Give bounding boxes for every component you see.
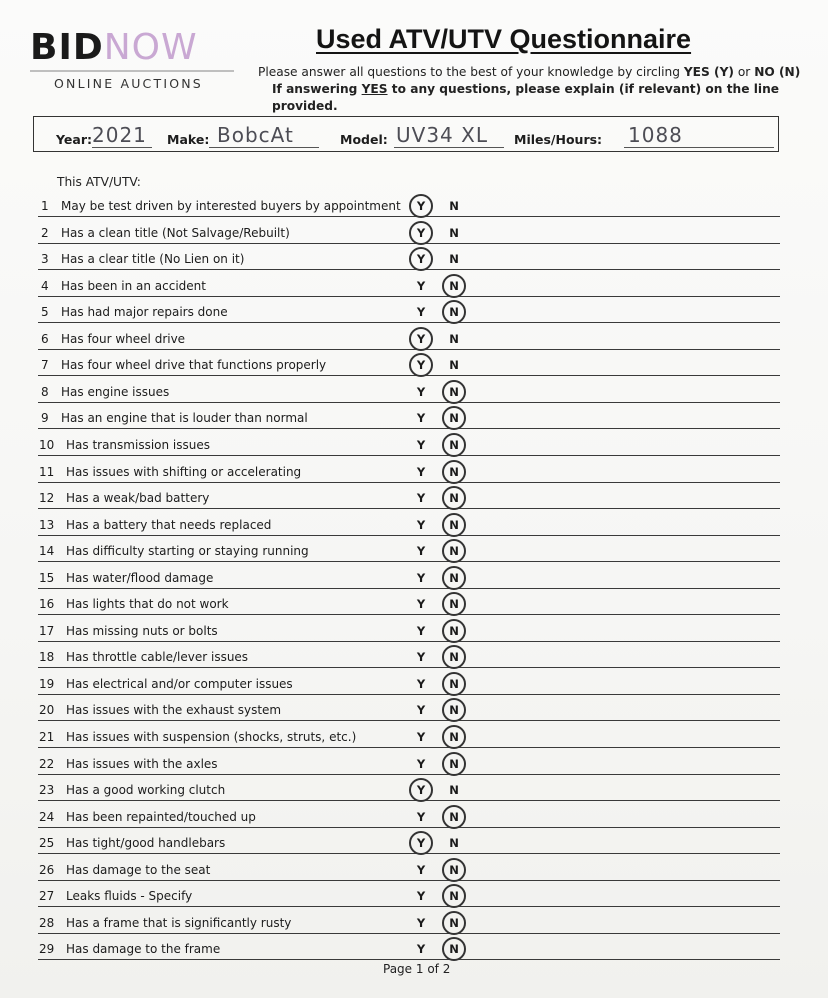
question-number: 13: [39, 517, 55, 532]
question-row: [38, 774, 780, 801]
answer-yes-option[interactable]: Y: [416, 650, 426, 665]
instr1-no: NO (N): [754, 65, 801, 79]
answer-no-option[interactable]: N: [447, 916, 461, 930]
question-text: Leaks fluids - Specify: [66, 889, 193, 904]
question-text: Has been repainted/touched up: [66, 809, 256, 824]
question-row: [38, 588, 780, 615]
question-number: 1: [41, 199, 49, 213]
answer-yes-option[interactable]: Y: [416, 464, 426, 479]
question-text: Has issues with suspension (shocks, struts, etc.): [66, 730, 357, 744]
answer-circle-mark: [409, 327, 433, 351]
question-number: 14: [39, 544, 55, 559]
instr2-text: If answering: [272, 82, 362, 96]
question-number: 28: [39, 915, 55, 930]
question-row: [38, 668, 780, 695]
answer-yes-option[interactable]: Y: [416, 862, 426, 877]
answer-yes-option[interactable]: Y: [416, 730, 426, 744]
question-number: 12: [39, 491, 55, 506]
question-number: 3: [41, 252, 49, 267]
question-text: Has missing nuts or bolts: [66, 623, 218, 638]
question-number: 26: [39, 862, 55, 877]
question-text: Has four wheel drive: [61, 331, 186, 346]
answer-circle-mark: [442, 433, 466, 457]
question-text: Has water/flood damage: [66, 570, 214, 585]
answer-yes-option[interactable]: Y: [416, 756, 426, 771]
question-row: [38, 323, 780, 350]
make-label: Make:: [167, 132, 210, 147]
question-number: 18: [39, 650, 55, 665]
question-row: [38, 376, 780, 403]
question-number: 21: [39, 730, 55, 744]
question-text: Has a clean title (Not Salvage/Rebuilt): [61, 225, 290, 240]
answer-circle-mark: [442, 725, 466, 749]
answer-no-option[interactable]: N: [449, 836, 459, 851]
question-row: [38, 641, 780, 668]
question-text: Has tight/good handlebars: [66, 836, 226, 851]
question-text: Has four wheel drive that functions properly: [61, 358, 327, 373]
question-row: [38, 190, 780, 217]
answer-circle-mark: [409, 247, 433, 271]
answer-yes-option[interactable]: Y: [414, 252, 428, 266]
answer-yes-option[interactable]: Y: [416, 623, 426, 638]
question-number: 5: [41, 305, 49, 320]
question-row: [38, 694, 780, 721]
year-value[interactable]: 2021: [92, 123, 147, 147]
answer-no-option[interactable]: N: [447, 518, 461, 532]
answer-yes-option[interactable]: Y: [416, 676, 426, 691]
answer-no-option[interactable]: N: [447, 411, 461, 425]
question-number: 11: [39, 464, 55, 479]
question-number: 24: [39, 809, 55, 824]
question-row: [38, 748, 780, 775]
answer-circle-mark: [442, 645, 466, 669]
page-title: Used ATV/UTV Questionnaire: [316, 24, 692, 54]
answer-yes-option[interactable]: Y: [416, 597, 426, 612]
answer-yes-option[interactable]: Y: [416, 915, 426, 930]
question-text: Has damage to the seat: [66, 862, 211, 877]
logo-subtitle: ONLINE AUCTIONS: [30, 70, 234, 91]
answer-yes-option[interactable]: Y: [416, 942, 426, 957]
answer-no-option[interactable]: N: [449, 252, 459, 267]
question-text: May be test driven by interested buyers by appointment: [61, 199, 401, 213]
answer-yes-option[interactable]: Y: [416, 411, 426, 426]
answer-no-option[interactable]: N: [447, 730, 461, 744]
question-number: 29: [39, 942, 55, 957]
answer-yes-option[interactable]: Y: [416, 544, 426, 559]
question-row: [38, 482, 780, 509]
miles-underline: [624, 147, 774, 148]
answer-yes-option[interactable]: Y: [416, 570, 426, 585]
answer-circle-mark: [442, 300, 466, 324]
answer-circle-mark: [442, 937, 466, 961]
question-row: [38, 907, 780, 934]
question-number: 23: [39, 783, 55, 798]
question-number: 8: [41, 384, 49, 399]
question-number: 22: [39, 756, 55, 771]
answer-yes-option[interactable]: Y: [416, 437, 426, 452]
question-text: Has an engine that is louder than normal: [61, 411, 308, 426]
answer-circle-mark: [409, 221, 433, 245]
question-number: 16: [39, 597, 55, 612]
answer-yes-option[interactable]: Y: [416, 491, 426, 506]
answer-no-option[interactable]: N: [447, 757, 461, 771]
question-row: [38, 296, 780, 323]
question-text: Has a battery that needs replaced: [66, 517, 272, 532]
vehicle-info-box: [33, 116, 779, 152]
answer-yes-option[interactable]: Y: [414, 358, 428, 372]
answer-circle-mark: [442, 619, 466, 643]
answer-no-option[interactable]: N: [447, 863, 461, 877]
question-row: [38, 933, 780, 960]
answer-no-option[interactable]: N: [449, 358, 459, 373]
answer-circle-mark: [409, 778, 433, 802]
question-number: 19: [39, 676, 55, 691]
question-row: [38, 721, 780, 748]
question-text: Has issues with shifting or accelerating: [66, 464, 302, 479]
answer-circle-mark: [442, 884, 466, 908]
question-text: Has been in an accident: [61, 278, 206, 293]
answer-yes-option[interactable]: Y: [416, 305, 426, 320]
answer-no-option[interactable]: N: [447, 279, 461, 293]
answer-yes-option[interactable]: Y: [416, 809, 426, 824]
year-label: Year:: [56, 132, 92, 147]
question-text: Has damage to the frame: [66, 942, 221, 957]
model-label: Model:: [340, 132, 388, 147]
answer-yes-option[interactable]: Y: [414, 199, 428, 213]
answer-no-option[interactable]: N: [447, 810, 461, 824]
logo-now: NOW: [103, 27, 198, 68]
instr2-rest: to any questions, please explain (if relevant) on the line provided.: [272, 82, 780, 113]
instruction-line-2: [258, 81, 828, 115]
question-row: [38, 402, 780, 429]
answer-circle-mark: [442, 406, 466, 430]
question-text: Has a good working clutch: [66, 783, 226, 798]
question-row: [38, 456, 780, 483]
year-underline: [92, 147, 152, 148]
question-row: [38, 880, 780, 907]
answer-yes-option[interactable]: Y: [414, 332, 428, 346]
answer-circle-mark: [442, 592, 466, 616]
instr1-text: Please answer all questions to the best of your knowledge by circling: [258, 65, 684, 79]
bidnow-logo: [30, 28, 234, 91]
answer-circle-mark: [442, 698, 466, 722]
answer-circle-mark: [409, 353, 433, 377]
answer-no-option[interactable]: N: [449, 199, 459, 213]
answer-circle-mark: [442, 911, 466, 935]
answer-no-option[interactable]: N: [447, 650, 461, 664]
question-number: 6: [41, 331, 49, 346]
answer-yes-option[interactable]: Y: [414, 836, 428, 850]
answer-circle-mark: [442, 805, 466, 829]
question-number: 25: [39, 836, 55, 851]
answer-no-option[interactable]: N: [447, 571, 461, 585]
answer-no-option[interactable]: N: [447, 624, 461, 638]
answer-circle-mark: [442, 539, 466, 563]
model-underline: [394, 147, 504, 148]
question-row: [38, 854, 780, 881]
answer-circle-mark: [442, 752, 466, 776]
question-row: [38, 801, 780, 828]
question-text: Has a clear title (No Lien on it): [61, 252, 245, 267]
answer-circle-mark: [442, 486, 466, 510]
instr2-yes: YES: [361, 82, 388, 96]
miles-value[interactable]: 1088: [628, 123, 683, 147]
answer-circle-mark: [442, 460, 466, 484]
page-number: Page 1 of 2: [383, 962, 451, 976]
answer-no-option[interactable]: N: [449, 225, 459, 240]
make-underline: [209, 147, 319, 148]
section-label: This ATV/UTV:: [57, 175, 141, 189]
model-value[interactable]: UV34 XL: [396, 123, 488, 147]
question-number: 9: [41, 411, 49, 426]
answer-no-option[interactable]: N: [447, 677, 461, 691]
answer-circle-mark: [442, 380, 466, 404]
question-text: Has engine issues: [61, 384, 170, 399]
answer-yes-option[interactable]: Y: [416, 703, 426, 718]
answer-yes-option[interactable]: Y: [414, 783, 428, 797]
answer-no-option[interactable]: N: [447, 438, 461, 452]
answer-circle-mark: [442, 858, 466, 882]
question-number: 2: [41, 225, 49, 240]
question-number: 17: [39, 623, 55, 638]
question-number: 15: [39, 570, 55, 585]
answer-yes-option[interactable]: Y: [416, 278, 426, 293]
question-row: [38, 429, 780, 456]
answer-circle-mark: [442, 274, 466, 298]
question-number: 4: [41, 278, 49, 293]
question-text: Has electrical and/or computer issues: [66, 676, 293, 691]
answer-circle-mark: [442, 513, 466, 537]
answer-yes-option[interactable]: Y: [416, 384, 426, 399]
miles-label: Miles/Hours:: [514, 132, 603, 147]
question-row: [38, 615, 780, 642]
answer-no-option[interactable]: N: [447, 385, 461, 399]
question-number: 20: [39, 703, 55, 718]
logo-bid: BID: [30, 27, 104, 68]
question-row: [38, 509, 780, 536]
answer-no-option[interactable]: N: [447, 942, 461, 956]
answer-no-option[interactable]: N: [447, 544, 461, 558]
instr1-yes: YES (Y): [683, 65, 734, 79]
answer-no-option[interactable]: N: [449, 331, 459, 346]
answer-yes-option[interactable]: Y: [414, 226, 428, 240]
instruction-line-1: [258, 64, 828, 81]
question-text: Has transmission issues: [66, 437, 210, 452]
question-row: [38, 270, 780, 297]
make-value[interactable]: BobcAt: [217, 123, 294, 147]
answer-no-option[interactable]: N: [447, 305, 461, 319]
question-row: [38, 243, 780, 270]
question-text: Has difficulty starting or staying running: [66, 544, 309, 559]
question-row: [38, 535, 780, 562]
question-text: Has lights that do not work: [66, 597, 229, 612]
answer-circle-mark: [409, 831, 433, 855]
question-text: Has throttle cable/lever issues: [66, 650, 249, 665]
instr1-or: or: [733, 65, 755, 79]
question-text: Has a weak/bad battery: [66, 491, 210, 506]
instructions: [258, 64, 828, 115]
answer-no-option[interactable]: N: [447, 597, 461, 611]
question-number: 7: [41, 358, 49, 373]
answer-no-option[interactable]: N: [447, 889, 461, 903]
answer-yes-option[interactable]: Y: [416, 517, 426, 532]
question-row: [38, 562, 780, 589]
question-row: [38, 217, 780, 244]
answer-circle-mark: [409, 194, 433, 218]
question-text: Has issues with the exhaust system: [66, 703, 282, 718]
question-text: Has issues with the axles: [66, 756, 218, 771]
answer-no-option[interactable]: N: [447, 465, 461, 479]
answer-yes-option[interactable]: Y: [416, 889, 426, 904]
question-text: Has a frame that is significantly rusty: [66, 915, 292, 930]
answer-no-option[interactable]: N: [447, 491, 461, 505]
answer-no-option[interactable]: N: [447, 703, 461, 717]
question-number: 10: [39, 437, 55, 452]
question-row: [38, 349, 780, 376]
answer-no-option[interactable]: N: [449, 783, 459, 798]
answer-circle-mark: [442, 672, 466, 696]
logo-wordmark: [30, 28, 234, 68]
answer-circle-mark: [442, 566, 466, 590]
question-text: Has had major repairs done: [61, 305, 228, 320]
question-number: 27: [39, 889, 55, 904]
question-row: [38, 827, 780, 854]
